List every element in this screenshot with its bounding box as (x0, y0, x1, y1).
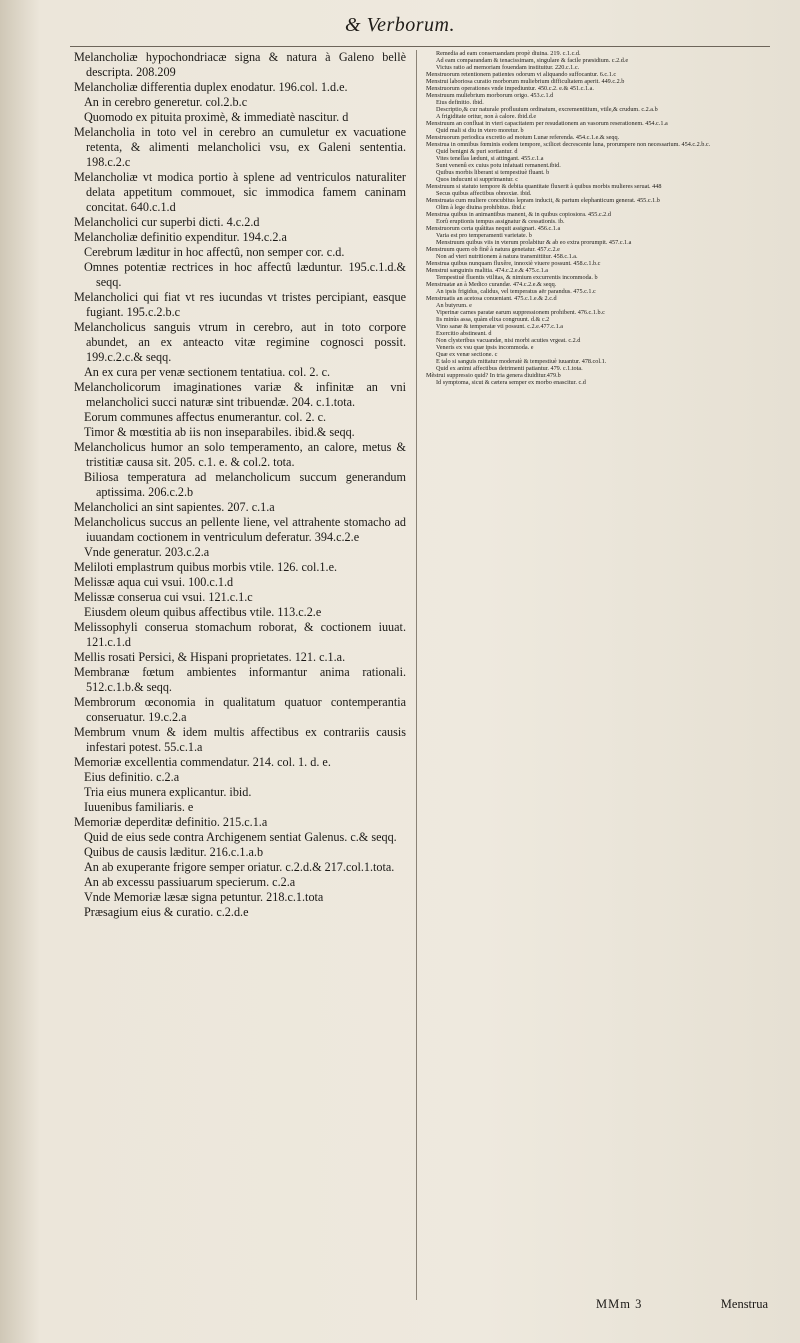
index-subentry: Vino sanæ & temperatæ vti possunt. c.2.e.477.c.1.a (436, 323, 563, 330)
signature-mark: MMm 3 (596, 1297, 643, 1311)
index-subentry: Quæ ex venæ sectione. c (436, 351, 498, 358)
index-subentry: Eorû eruptionis tempus assignatur & cessationis. ib. (436, 218, 565, 225)
index-subentry: Secus quibus affectibus obnoxiæ. ibid. (436, 190, 532, 197)
index-subentry: Quibus morbis liberant si tempestiuè fluant. b (436, 169, 550, 176)
index-subentry: Quibus de causis læditur. 216.c.1.a.b (84, 845, 264, 859)
index-subentry: Præsagium eius & curatio. c.2.d.e (84, 905, 249, 919)
index-subentry: E talo si sanguis mittatur moderatè & tempestiuè iuuantur. 478.col.1. (436, 358, 607, 365)
index-subentry: Iuuenibus familiaris. e (84, 800, 194, 814)
index-subentry: Biliosa temperatura ad melancholicum succum generandum aptissima. 206.c.2.b (84, 470, 406, 499)
index-entry: Mellis rosati Persici, & Hispani proprietates. 121. c.1.a. (74, 650, 346, 664)
index-subentry: Eius definitio. c.2.a (84, 770, 180, 784)
index-entry: Melancholicus sanguis vtrum in cerebro, aut in toto corpore abundet, an ex anteacto vitæ regimine cognosci possit. 199.c.2.c.& seqq. (74, 320, 406, 364)
index-entry: Menstruum an confluat in vteri capacitatem per resudationem an vasorum reserationem. 454.c.1.a (426, 120, 668, 127)
index-subentry: Remedia ad eam conseruandam propè diuina. 219. c.1.c.d. (436, 50, 581, 57)
index-entry: Menstruum si statuto tempore & debita quantitate fluxerit à quibus morbis mulieres seruat. 448 (426, 183, 662, 190)
index-subentry: Eorum communes affectus enumerantur. col. 2. c. (84, 410, 327, 424)
index-entry: Melissophyli conserua stomachum roborat, & coctionem iuuat. 121.c.1.d (74, 620, 406, 649)
right-column (426, 50, 768, 1300)
index-subentry: Victus ratio ad memoriam fouendam instituitur. 220.c.1.c. (436, 64, 580, 71)
index-entry: Melancholiæ definitio expenditur. 194.c.2.a (74, 230, 287, 244)
index-entry: Menstruorum operationes vnde impediuntur. 450.c.2. e.& 451.c.1.a. (426, 85, 594, 92)
index-entry: Melancholicus succus an pellente liene, vel attrahente stomacho ad iuuandam coctionem in ventriculum deferatur. 394.c.2.e (74, 515, 406, 544)
index-entry: Melissæ conserua cui vsui. 121.c.1.c (74, 590, 253, 604)
index-entry: Melancholicus humor an solo temperamento, an calore, metus & tristitiæ causa sit. 205. c.1. e. & col.2. tota. (74, 440, 406, 469)
index-entry: Menstruorum periodica excretio ad motum Lunæ referenda. 454.c.1.e.& seqq. (426, 134, 620, 141)
catchword: Menstrua (720, 1297, 768, 1311)
index-subentry: Tria eius munera explicantur. ibid. (84, 785, 252, 799)
index-entry: Melancholici an sint sapientes. 207. c.1.a (74, 500, 275, 514)
index-subentry: Quomodo ex pituita proximè, & immediatè nascitur. d (84, 110, 349, 124)
index-subentry: Descriptio,& cur naturale profluuium ordinatum, excrementitium, vtile,& crudum. c.2.a.b (436, 106, 658, 113)
index-subentry: Timor & mœstitia ab iis non inseparabiles. ibid.& seqq. (84, 425, 355, 439)
index-subentry: Olim à lege diuina prohibitus. ibid.c (436, 204, 526, 211)
index-subentry: An in cerebro generetur. col.2.b.c (84, 95, 248, 109)
index-entry: Menstruorum retentionem patientes odorum vi aliquando suffocantur. 6.c.1.c (426, 71, 617, 78)
header-rule (70, 46, 770, 47)
index-entry: Melancholici qui fiat vt res iucundas vt tristes percipiant, easque fugiant. 195.c.2.b.c (74, 290, 406, 319)
index-entry: Menstrua in omnibus fœminis eodem tempore, scilicet decrescente luna, prorumpere non necessarium. 454.c.2.b.c. (426, 141, 711, 148)
index-entry: Melancholiæ differentia duplex enodatur. 196.col. 1.d.e. (74, 80, 348, 94)
index-entry: Meliloti emplastrum quibus morbis vtile. 126. col.1.e. (74, 560, 338, 574)
index-entry: Membranæ fœtum ambientes informantur anima rationali. 512.c.1.b.& seqq. (74, 665, 406, 694)
index-entry: Menstruata cum muliere concubitus lepram inducit, & partum elephanticum generat. 455.c.1.b (426, 197, 660, 204)
index-subentry: Sunt venenû ex cuius potu infatuati remanent.ibid. (436, 162, 561, 169)
index-subentry: An ipsis frigidus, calidus, vel temperatus aër parandus. 475.c.1.c (436, 288, 596, 295)
index-subentry: Exercitio abstineant. d (436, 330, 492, 337)
index-entry: Menstrua quibus in animantibus manent, & in quibus copiosiora. 455.c.2.d (426, 211, 611, 218)
index-subentry: Quid de eius sede contra Archigenem sentiat Galenus. c.& seqq. (84, 830, 397, 844)
index-entry: Menstrua quibus nunquam fluxêre, innoxiè viuere possunt. 458.c.1.b.c (426, 260, 601, 267)
index-entry: Menstruatis an acetosa conueniant. 475.c.1.e.& 2.c.d (426, 295, 557, 302)
index-entry: Melancholicorum imaginationes variæ & infinitæ an vni melancholici succi naturæ sint tribuendæ. 204. c.1.tota. (74, 380, 406, 409)
index-subentry: Quid mali si diu in vtero moretur. b (436, 127, 524, 134)
index-entry: Menstruum muliebrium morborum origo. 453.c.1.d (426, 92, 554, 99)
index-entry: Melancholia in toto vel in cerebro an cumuletur ex vacuatione retenta, & alimenti melancholici vsu, ex Galeni sententia. 198.c.2.c (74, 125, 406, 169)
index-subentry: Non clysteribus vacuandæ, nisi morbi acuties vrgeat. c.2.d (436, 337, 581, 344)
index-subentry: Ad eam comparandam & tenacissimam, singulare & facile præsidium. c.2.d.e (436, 57, 629, 64)
index-entry: Menstrui sanguinis malitia. 474.c.2.e.& 475.c.1.a (426, 267, 549, 274)
index-subentry: Eius definitio. ibid. (436, 99, 484, 106)
index-subentry: An butyrum. e (436, 302, 472, 309)
index-subentry: Cerebrum læditur in hoc affectû, non semper cor. c.d. (84, 245, 345, 259)
index-subentry: Eiusdem oleum quibus affectibus vtile. 113.c.2.e (84, 605, 322, 619)
index-subentry: Tempestiuè fluentis vtilitas, & nimium excurrentis incommoda. b (436, 274, 598, 281)
running-header: & Verborum. (345, 14, 455, 36)
index-entry: Menstruorum certa quâtitas nequit assignari. 456.c.1.a (426, 225, 561, 232)
index-subentry: Vites tenellas lædunt, si attingant. 455.c.1.a (436, 155, 544, 162)
index-entry: Melancholiæ hypochondriacæ signa & natura à Galeno bellè descripta. 208.209 (74, 50, 406, 79)
index-entry: Memoriæ deperditæ definitio. 215.c.1.a (74, 815, 268, 829)
index-entry: Membrum vnum & idem multis affectibus ex contrariis causis infestari potest. 55.c.1.a (74, 725, 406, 754)
index-subentry: Omnes potentiæ rectrices in hoc affectû læduntur. 195.c.1.d.& seqq. (84, 260, 406, 289)
index-entry: Melissæ aqua cui vsui. 100.c.1.d (74, 575, 234, 589)
index-entry: Melancholiæ vt modica portio à splene ad ventriculos naturaliter delata appetitum commouet, sic immodica famem caninam concitat. 640.c.1.d (74, 170, 406, 214)
index-entry: Membrorum œconomia in qualitatum quatuor contemperantia conseruatur. 19.c.2.a (74, 695, 406, 724)
page-footer (426, 1297, 768, 1312)
index-subentry: An ex cura per venæ sectionem tentatiua. col. 2. c. (84, 365, 331, 379)
index-subentry: Varia est pro temperamenti varietate. b (436, 232, 532, 239)
index-entry: Menstruatæ an à Medico curandæ. 474.c.2.e.& seqq. (426, 281, 557, 288)
index-subentry: Id symptoma, sicut & cætera semper ex morbo enascitur. c.d (436, 379, 586, 386)
index-subentry: A frigiditate oritur, non à calore. ibid.d.e (436, 113, 537, 120)
index-subentry: Non ad vteri nutritionem à natura transmittitur. 458.c.1.a. (436, 253, 578, 260)
index-subentry: Vnde Memoriæ læsæ signa petuntur. 218.c.1.tota (84, 890, 324, 904)
index-subentry: Quid ex animi affectibus detrimenti patiantur. 479. c.1.tota. (436, 365, 583, 372)
index-subentry: Veneris ex vsu quæ ipsis incommoda. e (436, 344, 534, 351)
index-subentry: Quid benigni & puri sortiantur. d (436, 148, 518, 155)
index-subentry: Viperinæ carnes paratæ earum suppressionem prohibent. 476.c.1.b.c (436, 309, 605, 316)
index-subentry: Iis minùs assa, quàm elixa congruunt. d.& c.2 (436, 316, 550, 323)
index-subentry: An ab exuperante frigore semper oriatur. c.2.d.& 217.col.1.tota. (84, 860, 395, 874)
index-entry: Mẽstrui suppressio quid? In tria genera diuiditur.479.b (426, 372, 561, 379)
index-subentry: Vnde generatur. 203.c.2.a (84, 545, 210, 559)
left-column (74, 50, 406, 920)
index-subentry: An ab excessu passiuarum specierum. c.2.a (84, 875, 296, 889)
index-entry: Memoriæ excellentia commendatur. 214. col. 1. d. e. (74, 755, 331, 769)
index-entry: Menstruum quem ob finê à natura genetatur. 457.c.2.e (426, 246, 560, 253)
index-entry: Melancholici cur superbi dicti. 4.c.2.d (74, 215, 260, 229)
index-subentry: Menstruum quibus viis in vterum prolabitur & ab eo extra prorumpit. 457.c.1.a (436, 239, 632, 246)
index-subentry: Quos inducunt si supprimantur. c (436, 176, 518, 183)
index-entry: Menstrui laboriosa curatio morborum muliebrium difficultatem aperit. 449.c.2.b (426, 78, 625, 85)
